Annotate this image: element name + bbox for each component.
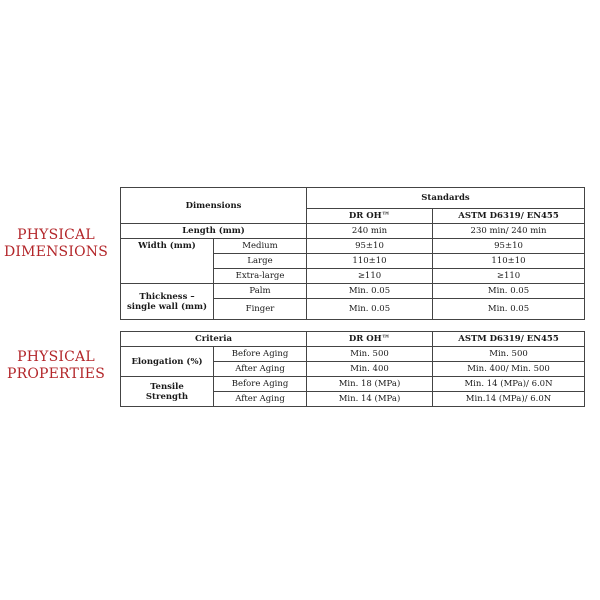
- thickness-drohm-value: Min. 0.05: [307, 299, 433, 320]
- width-label: Width (mm): [121, 239, 214, 284]
- table-row: [121, 377, 585, 392]
- dimensions-title-line2: DIMENSIONS: [4, 244, 108, 260]
- tensile-drohm-value: Min. 18 (MPa): [307, 377, 433, 392]
- thickness-drohm-value: Min. 0.05: [307, 284, 433, 299]
- width-size-cell: Medium: [214, 239, 307, 254]
- elongation-condition-cell: Before Aging: [214, 347, 307, 362]
- width-drohm-value: 95±10: [307, 239, 433, 254]
- elongation-astm-value: Min. 400/ Min. 500: [433, 362, 585, 377]
- criteria-header: Criteria: [121, 332, 307, 347]
- dimensions-table: [120, 187, 585, 320]
- tensile-drohm-value: Min. 14 (MPa): [307, 392, 433, 407]
- properties-title-line1: PHYSICAL: [17, 349, 95, 365]
- width-size-cell: Extra-large: [214, 269, 307, 284]
- table-row: [121, 224, 585, 239]
- length-drohm-value: 240 min: [307, 224, 433, 239]
- astm-column-header: ASTM D6319/ EN455: [433, 332, 585, 347]
- width-drohm-value: 110±10: [307, 254, 433, 269]
- tensile-condition-cell: Before Aging: [214, 377, 307, 392]
- properties-table: [120, 331, 585, 407]
- elongation-drohm-value: Min. 400: [307, 362, 433, 377]
- thickness-part-cell: Finger: [214, 299, 307, 320]
- physical-dimensions-title: [0, 227, 112, 261]
- physical-properties-title: [0, 349, 112, 383]
- tensile-condition-cell: After Aging: [214, 392, 307, 407]
- elongation-condition-cell: After Aging: [214, 362, 307, 377]
- drohm-column-header: DR OH™: [307, 209, 433, 224]
- elongation-astm-value: Min. 500: [433, 347, 585, 362]
- dimensions-title-line1: PHYSICAL: [17, 227, 95, 243]
- table-row: [121, 347, 585, 362]
- elongation-drohm-value: Min. 500: [307, 347, 433, 362]
- drohm-column-header: DR OH™: [307, 332, 433, 347]
- astm-column-header: ASTM D6319/ EN455: [433, 209, 585, 224]
- width-astm-value: ≥110: [433, 269, 585, 284]
- table-row: [121, 284, 585, 299]
- dimensions-header: Dimensions: [121, 188, 307, 224]
- width-astm-value: 110±10: [433, 254, 585, 269]
- table-row: [121, 188, 585, 209]
- length-astm-value: 230 min/ 240 min: [433, 224, 585, 239]
- table-row: [121, 332, 585, 347]
- thickness-label: Thickness – single wall (mm): [121, 284, 214, 320]
- tensile-label: Tensile Strength: [121, 377, 214, 407]
- tensile-astm-value: Min.14 (MPa)/ 6.0N: [433, 392, 585, 407]
- width-size-cell: Large: [214, 254, 307, 269]
- properties-title-line2: PROPERTIES: [6, 366, 106, 382]
- tensile-astm-value: Min. 14 (MPa)/ 6.0N: [433, 377, 585, 392]
- width-astm-value: 95±10: [433, 239, 585, 254]
- thickness-part-cell: Palm: [214, 284, 307, 299]
- thickness-astm-value: Min. 0.05: [433, 284, 585, 299]
- length-label: Length (mm): [121, 224, 307, 239]
- elongation-label: Elongation (%): [121, 347, 214, 377]
- width-drohm-value: ≥110: [307, 269, 433, 284]
- table-row: [121, 239, 585, 254]
- thickness-astm-value: Min. 0.05: [433, 299, 585, 320]
- standards-header: Standards: [307, 188, 585, 209]
